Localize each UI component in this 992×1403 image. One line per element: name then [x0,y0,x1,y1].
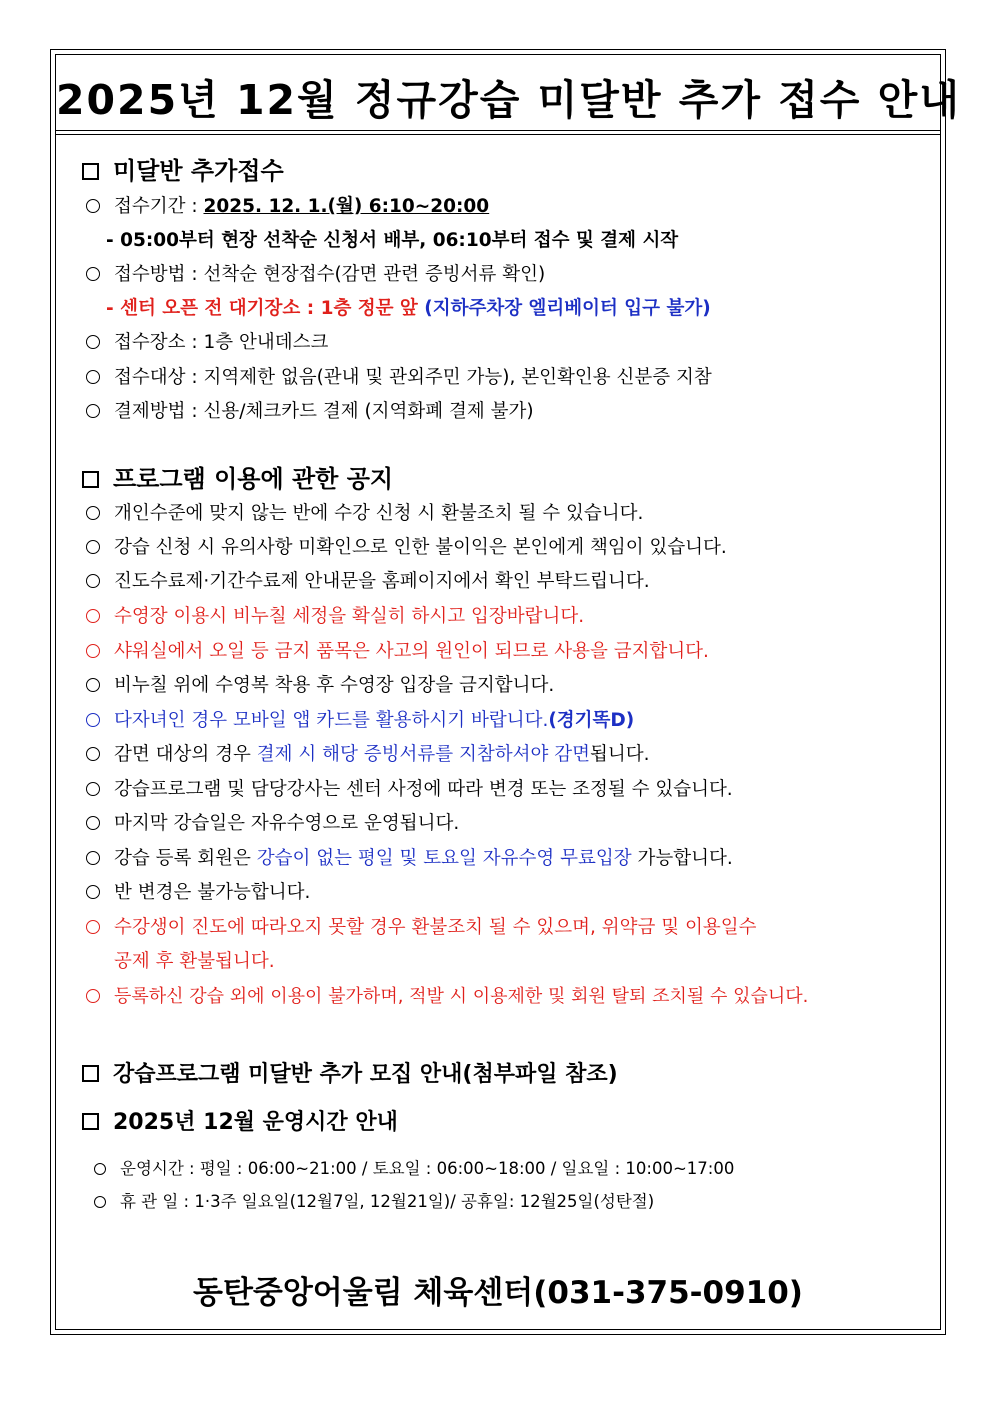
circle-bullet-icon [86,267,100,281]
checkbox-square-icon [82,1113,99,1130]
notice-text: 마지막 강습일은 자유수영으로 운영됩니다. [114,813,460,834]
circle-bullet-icon [94,1196,106,1208]
footer-center-contact: 동탄중앙어울림 체육센터(031-375-0910) [193,1275,803,1311]
circle-bullet-icon [86,989,100,1003]
notice-item [86,811,459,837]
notice-text: 개인수준에 맞지 않는 반에 수강 신청 시 환불조치 될 수 있습니다. [114,503,644,524]
circle-bullet-icon [94,1163,106,1175]
notice-item [86,777,733,803]
list-item-method [86,262,545,288]
hours-text: 운영시간 : 평일 : 06:00~21:00 / 토요일 : 06:00~18:00 / 일요일 : 10:00~17:00 [120,1159,735,1178]
closed-text: 휴 관 일 : 1·3주 일요일(12월7일, 12월21일)/ 공휴일: 12월25일(성탄절) [120,1192,655,1211]
wait-dash: - [106,298,121,319]
circle-bullet-icon [86,782,100,796]
notice-item [86,604,584,630]
circle-bullet-icon [86,574,100,588]
circle-bullet-icon [86,747,100,761]
place-text: 접수장소 : 1층 안내데스크 [114,332,329,353]
closed-days [94,1189,654,1215]
checkbox-square-icon [82,163,99,180]
circle-bullet-icon [86,199,100,213]
section-heading-text: 미달반 추가접수 [113,157,284,185]
notice-item [86,639,709,665]
notice-text: 됩니다. [589,744,650,765]
circle-bullet-icon [86,816,100,830]
circle-bullet-icon [86,609,100,623]
period-label: 접수기간 : [114,196,204,217]
notice-item [86,984,808,1010]
notice-item [86,880,310,906]
notice-item [86,569,650,595]
circle-bullet-icon [86,851,100,865]
checkbox-square-icon [82,471,99,488]
section-heading-extra-registration [82,151,284,186]
payment-text: 결제방법 : 신용/체크카드 결제 (지역화폐 결제 불가) [114,401,534,422]
waiting-place-note [106,296,711,322]
period-note: - 05:00부터 현장 선착순 신청서 배부, 06:10부터 접수 및 결제 시작 [106,230,679,251]
circle-bullet-icon [86,540,100,554]
document-inner-frame [55,54,961,1330]
notice-text: 수강생이 진도에 따라오지 못할 경우 환불조치 될 수 있으며, 위약금 및 이용일수 [114,917,757,938]
checkbox-square-icon [82,1065,99,1082]
circle-bullet-icon [86,370,100,384]
app-name: (경기똑D) [548,710,635,731]
section-heading-hours [82,1105,398,1136]
circle-bullet-icon [86,713,100,727]
notice-text: 감면 대상의 경우 [114,744,257,765]
circle-bullet-icon [86,335,100,349]
period-value: 2025. 12. 1.(월) 6:10~20:00 [203,196,490,217]
notice-text: 강습 신청 시 유의사항 미확인으로 인한 불이익은 본인에게 책임이 있습니다. [114,537,727,558]
notice-highlight: 강습이 없는 평일 및 토요일 자유수영 무료입장 [256,848,632,869]
notice-text: 등록하신 강습 외에 이용이 불가하며, 적발 시 이용제한 및 회원 탈퇴 조치될 수 있습니다. [114,986,809,1007]
circle-bullet-icon [86,506,100,520]
notice-content [56,55,961,1329]
notice-item [86,708,634,734]
section-heading-text: 강습프로그램 미달반 추가 모집 안내(첨부파일 참조) [113,1062,618,1087]
document-frame [50,49,961,1335]
notice-item [86,742,649,768]
wait-place-text: 센터 오픈 전 대기장소 : 1층 정문 앞 [120,298,425,319]
list-item-place [86,330,328,356]
notice-text: 진도수료제·기간수료제 안내문을 홈페이지에서 확인 부탁드립니다. [114,571,650,592]
circle-bullet-icon [86,920,100,934]
notice-text: 샤워실에서 오일 등 금지 품목은 사고의 원인이 되므로 사용을 금지합니다. [114,641,709,662]
notice-text: 강습 등록 회원은 [114,848,257,869]
notice-text: 수영장 이용시 비누칠 세정을 확실히 하시고 입장바랍니다. [114,606,585,627]
notice-text: 비누칠 위에 수영복 착용 후 수영장 입장을 금지합니다. [114,675,555,696]
operating-hours [94,1156,734,1182]
notice-text: 가능합니다. [631,848,733,869]
circle-bullet-icon [86,404,100,418]
notice-text: 강습프로그램 및 담당강사는 센터 사정에 따라 변경 또는 조정될 수 있습니다. [114,779,733,800]
target-text: 접수대상 : 지역제한 없음(관내 및 관외주민 가능), 본인확인용 신분증 지참 [114,367,712,388]
circle-bullet-icon [86,678,100,692]
notice-item [86,846,733,872]
section-heading-recruitment [82,1057,618,1088]
notice-item-continuation: 공제 후 환불됩니다. [114,951,275,972]
circle-bullet-icon [86,644,100,658]
section-heading-text: 프로그램 이용에 관한 공지 [113,465,394,493]
notice-item [86,501,643,527]
notice-item [86,915,756,941]
list-item-period [86,194,489,220]
circle-bullet-icon [86,885,100,899]
section-heading-program-notice [82,459,393,494]
list-item-payment [86,399,534,425]
page-title: 2025년 12월 정규강습 미달반 추가 접수 안내 [56,76,961,124]
wait-exception-text: (지하주차장 엘리베이터 입구 불가) [424,298,711,319]
section-heading-text: 2025년 12월 운영시간 안내 [113,1110,398,1135]
notice-text: 반 변경은 불가능합니다. [114,882,311,903]
notice-item [86,535,727,561]
list-item-target [86,365,712,391]
notice-item [86,673,554,699]
notice-highlight: 결제 시 해당 증빙서류를 지참하셔야 감면 [256,744,590,765]
notice-text: 다자녀인 경우 모바일 앱 카드를 활용하시기 바랍니다. [114,710,549,731]
method-text: 접수방법 : 선착순 현장접수(감면 관련 증빙서류 확인) [114,264,546,285]
